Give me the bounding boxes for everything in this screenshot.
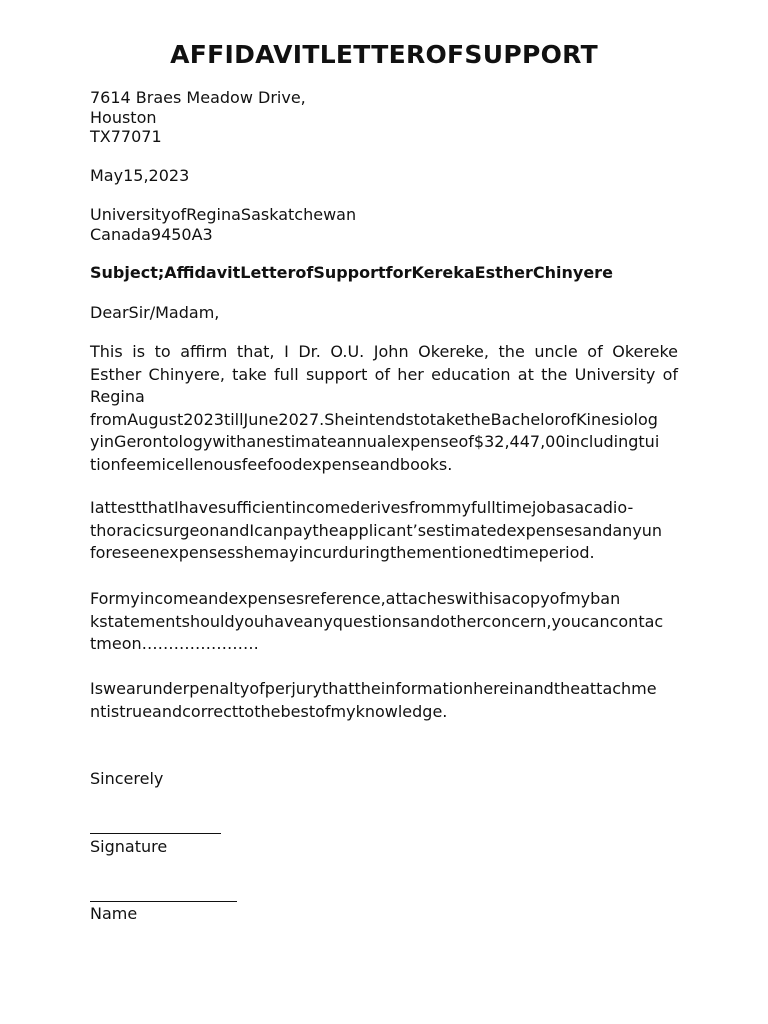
paragraph-line: Regina [90,387,145,406]
body-paragraph-2 [90,497,678,565]
paragraph-line: tmeon…………………. [90,634,259,653]
closing [90,769,680,789]
paragraph-line: Iswearunderpenaltyofperjurythattheinformationhereinandtheattachme [90,679,657,698]
sender-address-line: TX77071 [90,127,162,146]
date-text: May15,2023 [90,166,190,185]
paragraph-line: thoracicsurgeonandIcanpaytheapplicant’sestimatedexpensesandanyun [90,520,663,540]
name-label-text: Name [90,904,138,923]
paragraph-line: tionfeemicellenousfeefoodexpenseandbooks. [90,454,453,474]
salutation-text: DearSir/Madam, [90,303,220,322]
paragraph-line: ntistrueandcorrecttothebestofmyknowledge. [90,701,448,721]
recipient-line: UniversityofReginaSaskatchewan [90,205,357,224]
recipient-address [90,205,680,244]
subject-text: Subject;AffidavitLetterofSupportforKerekaEstherChinyere [90,263,613,282]
letter-date [90,166,680,186]
paragraph-line: yinGerontologywithanestimateannualexpenseof$32,447,00includingtui [90,432,660,451]
closing-text: Sincerely [90,769,164,788]
sender-address-line: 7614 Braes Meadow Drive, [90,88,306,107]
salutation [90,303,680,323]
subject-line [90,263,680,283]
body-paragraph-1 [90,341,678,476]
recipient-line: Canada9450A3 [90,224,213,244]
paragraph-line: Formyincomeandexpensesreference,attacheswithisacopyofmyban [90,589,621,608]
signature-label [90,837,680,857]
paragraph-line: kstatementshouldyouhaveanyquestionsandotherconcern,youcancontac [90,611,664,631]
name-line [90,901,237,902]
signature-line [90,833,221,834]
paragraph-line: Esther Chinyere, take full support of her education at the University of [90,364,678,384]
paragraph-line: foreseenexpensesshemayincurduringthementionedtimeperiod. [90,543,595,562]
paragraph-line: IattestthatIhavesufficientincomederivesfrommyfulltimejobasacadio- [90,498,634,517]
paragraph-line: This is to affirm that, I Dr. O.U. John Okereke, the uncle of Okereke [90,342,678,361]
document-title: AFFIDAVITLETTEROFSUPPORT [170,40,598,69]
paragraph-line: fromAugust2023tillJune2027.SheintendstotaketheBachelorofKinesiolog [90,409,658,429]
name-label [90,904,680,924]
sender-address [90,88,680,147]
body-paragraph-3 [90,588,678,656]
body-paragraph-4 [90,678,678,723]
sender-address-line: Houston [90,107,157,127]
signature-label-text: Signature [90,837,168,856]
